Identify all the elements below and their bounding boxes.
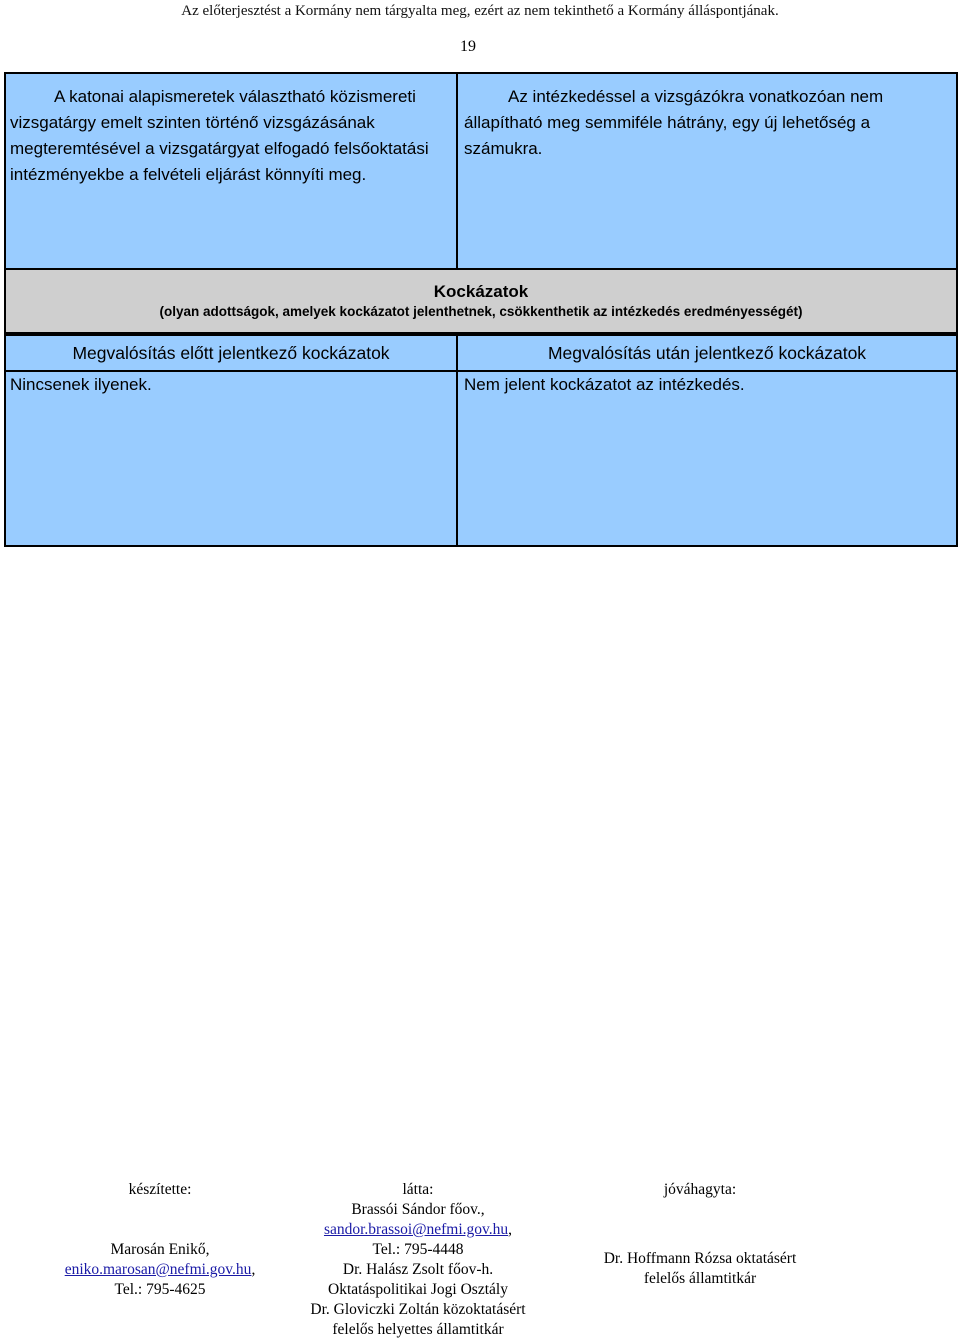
prepared-email-suffix: ,	[251, 1261, 256, 1278]
approved-label: jóváhagyta:	[663, 1181, 737, 1198]
approved-block	[570, 1249, 830, 1289]
seen-email-link[interactable]: sandor.brassoi@nefmi.gov.hu	[323, 1221, 509, 1238]
before-text: Nincsenek ilyenek.	[10, 375, 152, 394]
before-content-cell	[4, 370, 458, 547]
header-note: Az előterjesztést a Kormány nem tárgyalta meg, ezért az nem tekinthető a Kormány álláspontjának.	[181, 3, 779, 19]
seen-email-line	[268, 1220, 568, 1240]
seen-line3: Tel.: 795-4448	[372, 1241, 464, 1258]
benefit-left-text: A katonai alapismeretek választható közismereti vizsgatárgy emelt szinten történő vizsgázásának megteremtésével a vizsgatárgyat elfogadó felsőoktatási intézményekbe a felvételi eljárást könnyíti meg.	[10, 87, 429, 184]
prepared-label: készítette:	[128, 1181, 192, 1198]
seen-line4: Dr. Halász Zsolt főov-h.	[342, 1261, 494, 1278]
prepared-email-link[interactable]: eniko.marosan@nefmi.gov.hu	[64, 1261, 252, 1278]
seen-label: látta:	[402, 1181, 434, 1198]
benefit-right-text: Az intézkedéssel a vizsgázókra vonatkozóan nem állapítható meg semmiféle hátrány, egy új lehetőség a számukra.	[464, 87, 884, 158]
approved-line2: felelős államtitkár	[643, 1270, 757, 1287]
after-header-cell	[456, 334, 958, 372]
prepared-name: Marosán Enikő,	[110, 1241, 210, 1258]
seen-line5: Oktatáspolitikai Jogi Osztály	[328, 1281, 508, 1298]
seen-block	[268, 1180, 568, 1340]
prepared-phone: Tel.: 795-4625	[114, 1281, 206, 1298]
risks-subtitle: (olyan adottságok, amelyek kockázatot jelenthetnek, csökkenthetik az intézkedés eredményességét)	[159, 304, 803, 319]
page-number: 19	[460, 38, 476, 55]
seen-email-suffix: ,	[508, 1221, 513, 1238]
after-header: Megvalósítás után jelentkező kockázatok	[547, 343, 867, 363]
benefit-left-cell	[4, 72, 458, 270]
seen-line7: felelős helyettes államtitkár	[332, 1321, 504, 1338]
risks-title: Kockázatok	[433, 282, 529, 301]
seen-line6: Dr. Gloviczki Zoltán közoktatásért	[310, 1301, 526, 1318]
prepared-email-line	[20, 1260, 300, 1280]
prepared-block	[20, 1240, 300, 1300]
benefit-right-cell	[456, 72, 958, 270]
before-header-cell	[4, 334, 458, 372]
seen-line1: Brassói Sándor főov.,	[351, 1201, 485, 1218]
after-content-cell	[456, 370, 958, 547]
before-header: Megvalósítás előtt jelentkező kockázatok	[72, 343, 390, 363]
after-text: Nem jelent kockázatot az intézkedés.	[464, 375, 745, 394]
approved-line1: Dr. Hoffmann Rózsa oktatásért	[603, 1250, 797, 1267]
risks-header	[4, 268, 958, 334]
